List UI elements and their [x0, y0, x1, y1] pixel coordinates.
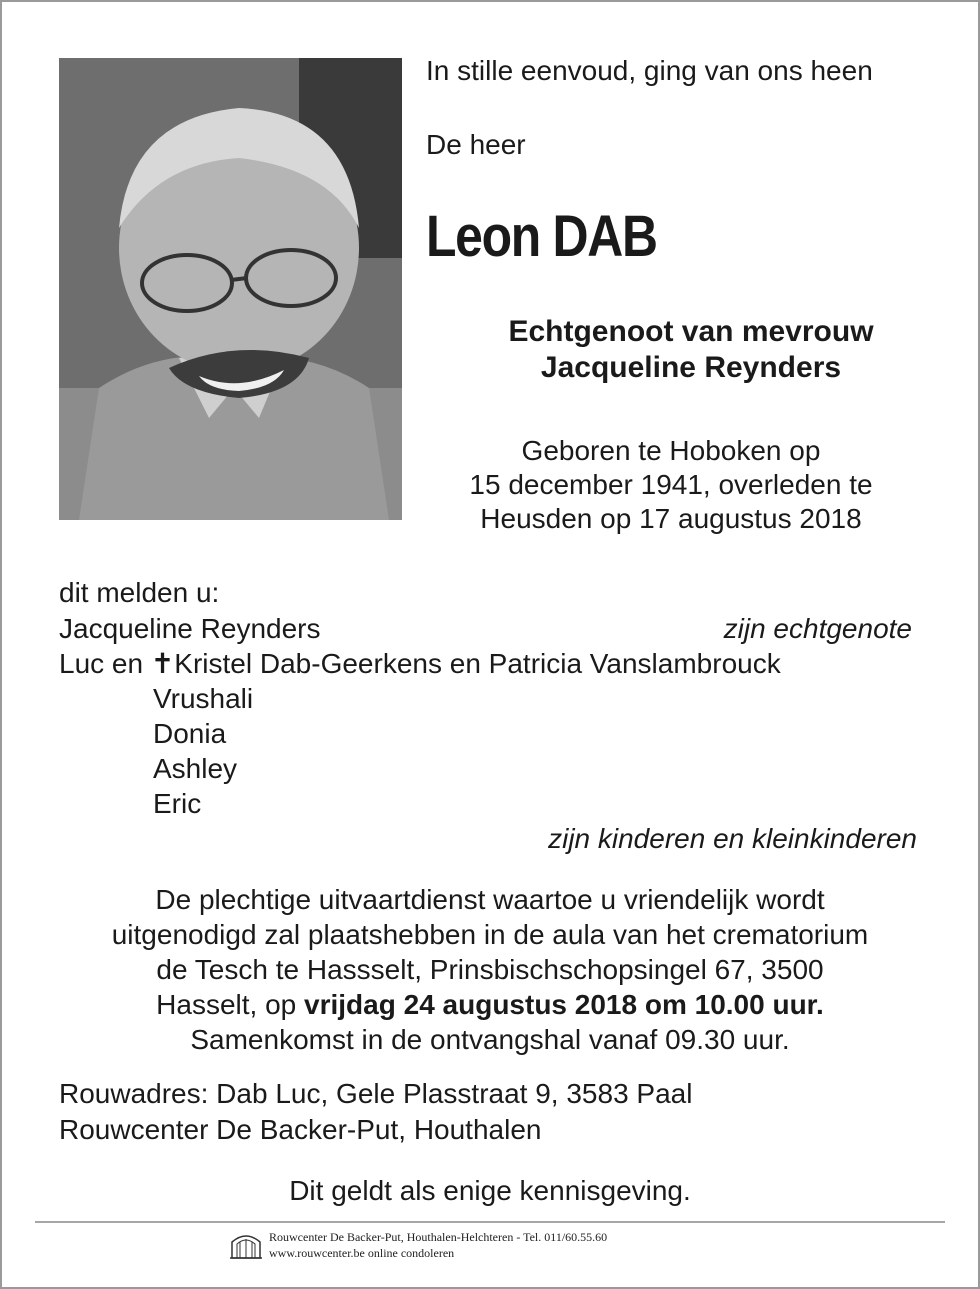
deceased-name: Leon DAB: [426, 204, 657, 269]
birth-line-1: Geboren te Hoboken op: [521, 435, 821, 466]
service-date: vrijdag 24 augustus 2018 om 10.00 uur.: [304, 989, 824, 1020]
service-line-4: [40, 987, 940, 1022]
service-line-3: de Tesch te Hassselt, Prinsbischschopsingel 67, 3500: [156, 954, 824, 985]
service-block: [40, 882, 940, 1057]
grandchild-name: Vrushali: [153, 683, 254, 714]
funeral-home-logo-icon: [228, 1230, 264, 1260]
grandchild-name: Eric: [153, 788, 202, 819]
service-line-5: Samenkomst in de ontvangshal vanaf 09.30 uur.: [190, 1024, 790, 1055]
service-line-2: uitgenodigd zal plaatshebben in de aula van het crematorium: [111, 919, 869, 950]
funeral-home: Rouwcenter De Backer-Put, Houthalen: [59, 1114, 542, 1145]
grandchild-name: Donia: [153, 718, 227, 749]
closing-text: Dit geldt als enige kennisgeving.: [289, 1175, 691, 1206]
birth-line-2: 15 december 1941, overleden te: [469, 469, 873, 500]
service-line-1: De plechtige uitvaartdienst waartoe u vriendelijk wordt: [155, 884, 825, 915]
announce-text: dit melden u:: [59, 577, 220, 608]
grandchild-name: Ashley: [153, 753, 238, 784]
spouse-line-2: Jacqueline Reynders: [540, 351, 842, 384]
footer-website-link[interactable]: www.rouwcenter.be online condoleren: [269, 1246, 455, 1260]
intro-text: In stille eenvoud, ging van ons heen: [426, 55, 873, 86]
birth-line-3: Heusden op 17 augustus 2018: [480, 503, 862, 534]
spouse-block: [426, 314, 956, 386]
service-date-prefix: Hasselt, op: [156, 989, 305, 1020]
title-prefix: De heer: [426, 129, 526, 160]
mourning-address: Rouwadres: Dab Luc, Gele Plasstraat 9, 3583 Paal: [59, 1078, 693, 1109]
spouse-line-1: Echtgenoot van mevrouw: [508, 315, 874, 348]
footer-contact: Rouwcenter De Backer-Put, Houthalen-Helchteren - Tel. 011/60.55.60: [269, 1230, 608, 1244]
children-line: Luc en ✝Kristel Dab-Geerkens en Patricia Vanslambrouck: [59, 648, 781, 679]
spouse-name: Jacqueline Reynders: [59, 613, 321, 644]
birth-block: [426, 434, 916, 536]
spouse-role: zijn echtgenote: [723, 613, 912, 644]
portrait-photo: [59, 58, 402, 520]
footer-divider: [35, 1221, 945, 1223]
children-role: zijn kinderen en kleinkinderen: [548, 823, 917, 854]
